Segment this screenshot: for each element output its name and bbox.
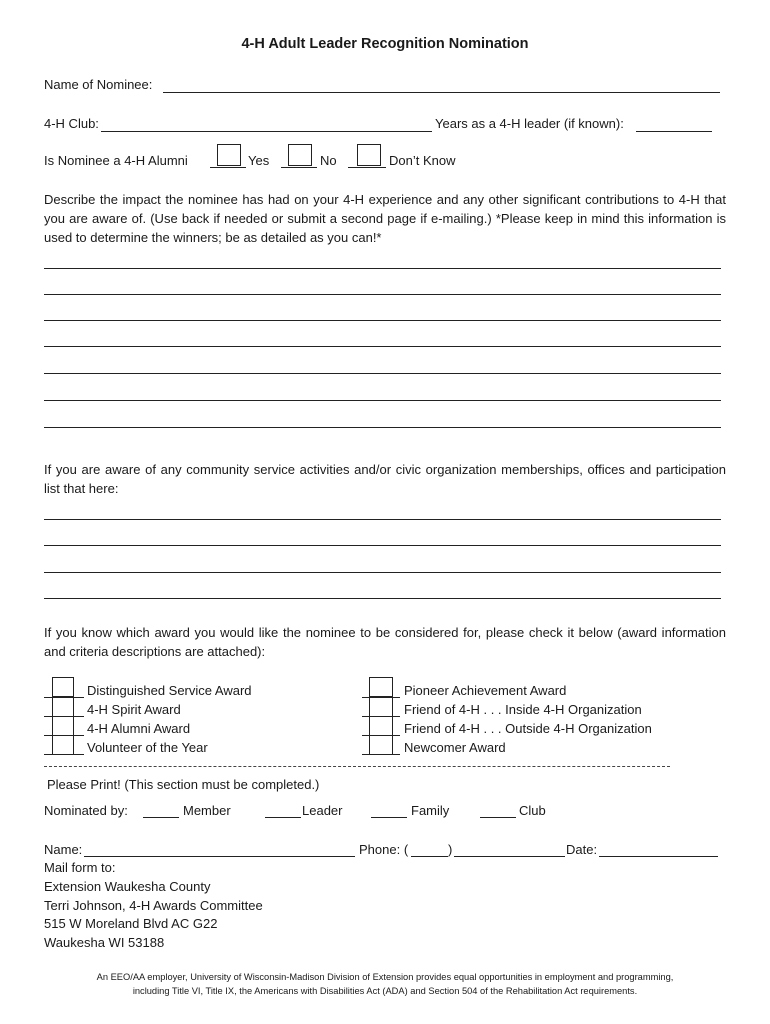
nominee-label: Name of Nominee: — [44, 77, 153, 92]
describe-line[interactable] — [44, 373, 721, 374]
alumni-yes-checkbox[interactable] — [217, 144, 241, 166]
form-title: 4-H Adult Leader Recognition Nomination — [241, 36, 529, 52]
club-field[interactable] — [101, 131, 432, 132]
nominated-club-label: Club — [519, 803, 546, 818]
community-instructions: If you are aware of any community service activities and/or civic organization memberships, offices and participation list that here: — [44, 462, 726, 496]
alumni-yes-line — [210, 167, 246, 168]
award-checkbox-spirit[interactable] — [52, 697, 74, 717]
award-label: Newcomer Award — [404, 740, 506, 755]
community-line[interactable] — [44, 545, 721, 546]
award-label: Volunteer of the Year — [87, 740, 208, 755]
eeo-footer — [0, 970, 770, 998]
date-field[interactable] — [599, 856, 718, 857]
describe-line[interactable] — [44, 320, 721, 321]
award-checkbox-friend-inside[interactable] — [369, 697, 393, 717]
nominated-leader-label: Leader — [302, 803, 343, 818]
alumni-dontknow-checkbox[interactable] — [357, 144, 381, 166]
describe-line[interactable] — [44, 294, 721, 295]
community-line[interactable] — [44, 598, 721, 599]
footer-line: An EEO/AA employer, University of Wisconsin-Madison Division of Extension provides equal opportunities in employment and programming, — [96, 972, 674, 982]
mail-line: Mail form to: — [44, 860, 116, 875]
phone-number-field[interactable] — [454, 856, 565, 857]
alumni-yes-label: Yes — [248, 153, 270, 168]
club-label: 4-H Club: — [44, 116, 99, 131]
alumni-no-checkbox[interactable] — [288, 144, 312, 166]
footer-line: including Title VI, Title IX, the Americans with Disabilities Act (ADA) and Section 504 of the Rehabilitation Act requirements. — [132, 986, 638, 996]
award-label: Friend of 4-H . . . Outside 4-H Organization — [404, 721, 652, 736]
award-label: 4-H Alumni Award — [87, 721, 191, 736]
nominated-leader-field[interactable] — [265, 817, 301, 818]
award-checkbox-friend-outside[interactable] — [369, 716, 393, 736]
alumni-label: Is Nominee a 4-H Alumni — [44, 153, 188, 168]
nominator-name-label: Name: — [44, 842, 83, 857]
nominated-member-label: Member — [183, 803, 231, 818]
nominated-by-label: Nominated by: — [44, 803, 128, 818]
describe-instructions: Describe the impact the nominee has had on your 4-H experience and any other significant contributions to 4-H that you are aware of. (Use back if needed or submit a second page if e-mailing.) *Please keep in mind this information is used to determine the winners; be as detailed as you can!* — [44, 192, 726, 245]
alumni-no-line — [281, 167, 317, 168]
mail-line: Extension Waukesha County — [44, 879, 211, 894]
print-note: Please Print! (This section must be completed.) — [47, 777, 320, 792]
date-label: Date: — [566, 842, 598, 857]
phone-area-field[interactable] — [411, 856, 448, 857]
nominated-family-label: Family — [411, 803, 450, 818]
award-checkbox-newcomer[interactable] — [369, 735, 393, 755]
mail-line: 515 W Moreland Blvd AC G22 — [44, 916, 218, 931]
alumni-no-label: No — [320, 153, 337, 168]
community-line[interactable] — [44, 572, 721, 573]
alumni-dontknow-label: Don’t Know — [389, 153, 456, 168]
award-checkbox-alumni[interactable] — [52, 716, 74, 736]
phone-paren: ) — [448, 842, 453, 857]
nominated-member-field[interactable] — [143, 817, 179, 818]
community-line[interactable] — [44, 519, 721, 520]
award-label: Friend of 4-H . . . Inside 4-H Organization — [404, 702, 642, 717]
nominator-name-field[interactable] — [84, 856, 355, 857]
describe-line[interactable] — [44, 346, 721, 347]
award-checkbox-volunteer[interactable] — [52, 735, 74, 755]
alumni-dontknow-line — [348, 167, 386, 168]
nominee-name-field[interactable] — [163, 92, 720, 93]
describe-line[interactable] — [44, 268, 721, 269]
award-label: Distinguished Service Award — [87, 683, 252, 698]
award-label: Pioneer Achievement Award — [404, 683, 567, 698]
nominated-family-field[interactable] — [371, 817, 407, 818]
describe-line[interactable] — [44, 400, 721, 401]
years-field[interactable] — [636, 131, 712, 132]
mail-line: Terri Johnson, 4-H Awards Committee — [44, 898, 263, 913]
section-divider — [44, 766, 670, 767]
nominated-club-field[interactable] — [480, 817, 516, 818]
describe-line[interactable] — [44, 427, 721, 428]
phone-label: Phone: ( — [359, 842, 409, 857]
mail-line: Waukesha WI 53188 — [44, 935, 165, 950]
award-checkbox-distinguished[interactable] — [52, 677, 74, 697]
award-checkbox-pioneer[interactable] — [369, 677, 393, 697]
years-label: Years as a 4-H leader (if known): — [435, 116, 624, 131]
award-label: 4-H Spirit Award — [87, 702, 181, 717]
award-instructions: If you know which award you would like the nominee to be considered for, please check it below (award information and criteria descriptions are attached): — [44, 625, 726, 659]
